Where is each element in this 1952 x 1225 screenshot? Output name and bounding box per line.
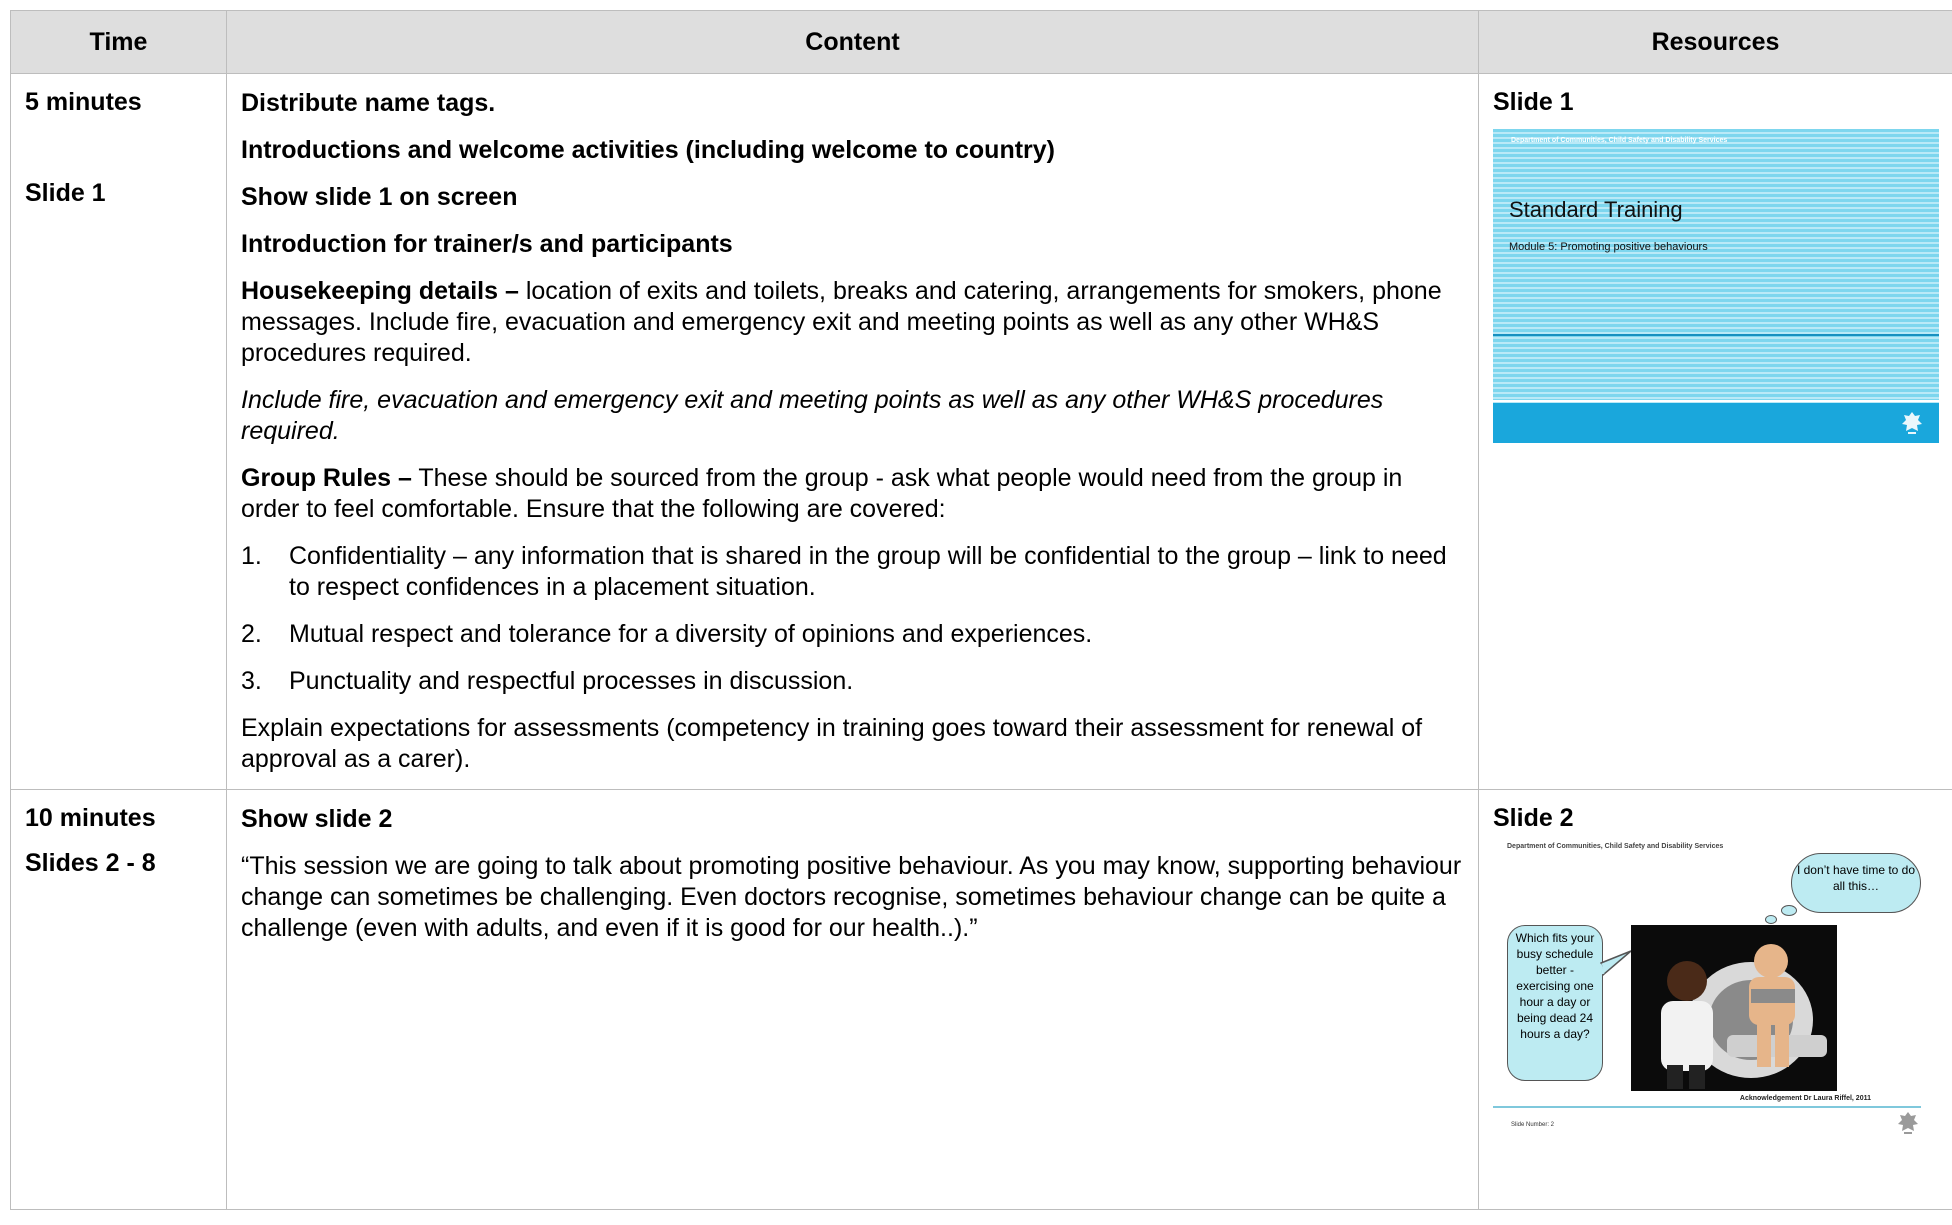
table-row (11, 74, 1952, 790)
duration: 10 minutes (25, 804, 156, 832)
slide-footer-band (1493, 403, 1939, 443)
slide-divider (1493, 400, 1939, 402)
queensland-crest-icon (1901, 411, 1923, 435)
slide-reference: Slide 1 (25, 179, 106, 207)
header-content: Content (227, 11, 1479, 74)
time-cell (11, 790, 227, 1210)
list-number: 2. (241, 620, 262, 648)
slide-title: Standard Training (1509, 197, 1683, 222)
speech-bubble: Which fits your busy schedule better - exercising one hour a day or being dead 24 hours a day? (1507, 925, 1603, 1081)
header-resources: Resources (1479, 11, 1952, 74)
resource-label: Slide 1 (1493, 88, 1574, 116)
resources-cell (1479, 74, 1952, 790)
resources-cell (1479, 790, 1952, 1210)
time-cell (11, 74, 227, 790)
show-slide-line: Show slide 2 (241, 805, 393, 833)
slide-2-thumbnail (1493, 839, 1939, 1139)
slide-reference: Slides 2 - 8 (25, 849, 156, 877)
thought-bubble-dot (1781, 905, 1797, 916)
explain-paragraph: Explain expectations for assessments (competency in training goes toward their assessment for renewal of approval as a carer). (241, 714, 1423, 773)
slide-divider (1493, 334, 1939, 336)
housekeeping-label: Housekeeping details – (241, 277, 519, 305)
slide-number: Slide Number: 2 (1511, 1122, 1555, 1128)
slide-divider (1493, 1106, 1921, 1108)
intro-welcome-line: Introductions and welcome activities (including welcome to country) (241, 136, 1056, 164)
slide-1-thumbnail (1493, 129, 1939, 443)
intro-trainer-line: Introduction for trainer/s and participants (241, 230, 733, 258)
quote-paragraph: “This session we are going to talk about promoting positive behaviour. As you may know, supporting behaviour change can sometimes be challenging. Even doctors recognise, sometimes behaviour change can be quite a challenge (even with adults, and even if it is good for our health..).” (241, 852, 1462, 942)
content-cell (227, 790, 1479, 1210)
group-rules-label: Group Rules – (241, 464, 412, 492)
group-rules-text: These should be sourced from the group - ask what people would need from the group in order to feel comfortable. Ensure that the following are covered: (241, 464, 1403, 523)
list-item (241, 619, 1464, 650)
duration: 5 minutes (25, 88, 142, 116)
speech-bubble-tail (1599, 949, 1633, 983)
slide-subtitle: Module 5: Promoting positive behaviours (1509, 241, 1708, 253)
thought-bubble-dot (1765, 915, 1777, 924)
resource-label: Slide 2 (1493, 804, 1574, 832)
italic-note: Include fire, evacuation and emergency exit and meeting points as well as any other WH&S procedures required. (241, 386, 1384, 445)
list-number: 1. (241, 542, 262, 570)
distribute-line: Distribute name tags. (241, 89, 496, 117)
acknowledgement-text: Acknowledgement Dr Laura Riffel, 2011 (1739, 1095, 1871, 1102)
session-plan-table (10, 10, 1952, 1210)
slide-department: Department of Communities, Child Safety and Disability Services (1507, 843, 1724, 850)
show-slide-line: Show slide 1 on screen (241, 183, 518, 211)
housekeeping-text: location of exits and toilets, breaks and catering, arrangements for smokers, phone messages. Include fire, evacuation and emergency exit and meeting points as well as any other WH&S procedures required. (241, 277, 1442, 367)
header-time: Time (11, 11, 227, 74)
housekeeping-paragraph (241, 276, 1464, 369)
header-row (11, 11, 1952, 74)
list-text: Punctuality and respectful processes in discussion. (289, 667, 854, 695)
doctor-cartoon-image (1631, 925, 1837, 1091)
list-number: 3. (241, 667, 262, 695)
list-item (241, 541, 1464, 603)
queensland-crest-icon (1897, 1111, 1919, 1135)
table-row (11, 790, 1952, 1210)
slide-department: Department of Communities, Child Safety and Disability Services (1511, 137, 1728, 144)
group-rules-paragraph (241, 463, 1464, 525)
list-text: Mutual respect and tolerance for a diversity of opinions and experiences. (289, 620, 1093, 648)
list-item (241, 666, 1464, 697)
content-cell (227, 74, 1479, 790)
thought-bubble: I don’t have time to do all this… (1791, 853, 1921, 913)
list-text: Confidentiality – any information that is shared in the group will be confidential to the group – link to need to respect confidences in a placement situation. (289, 542, 1447, 601)
